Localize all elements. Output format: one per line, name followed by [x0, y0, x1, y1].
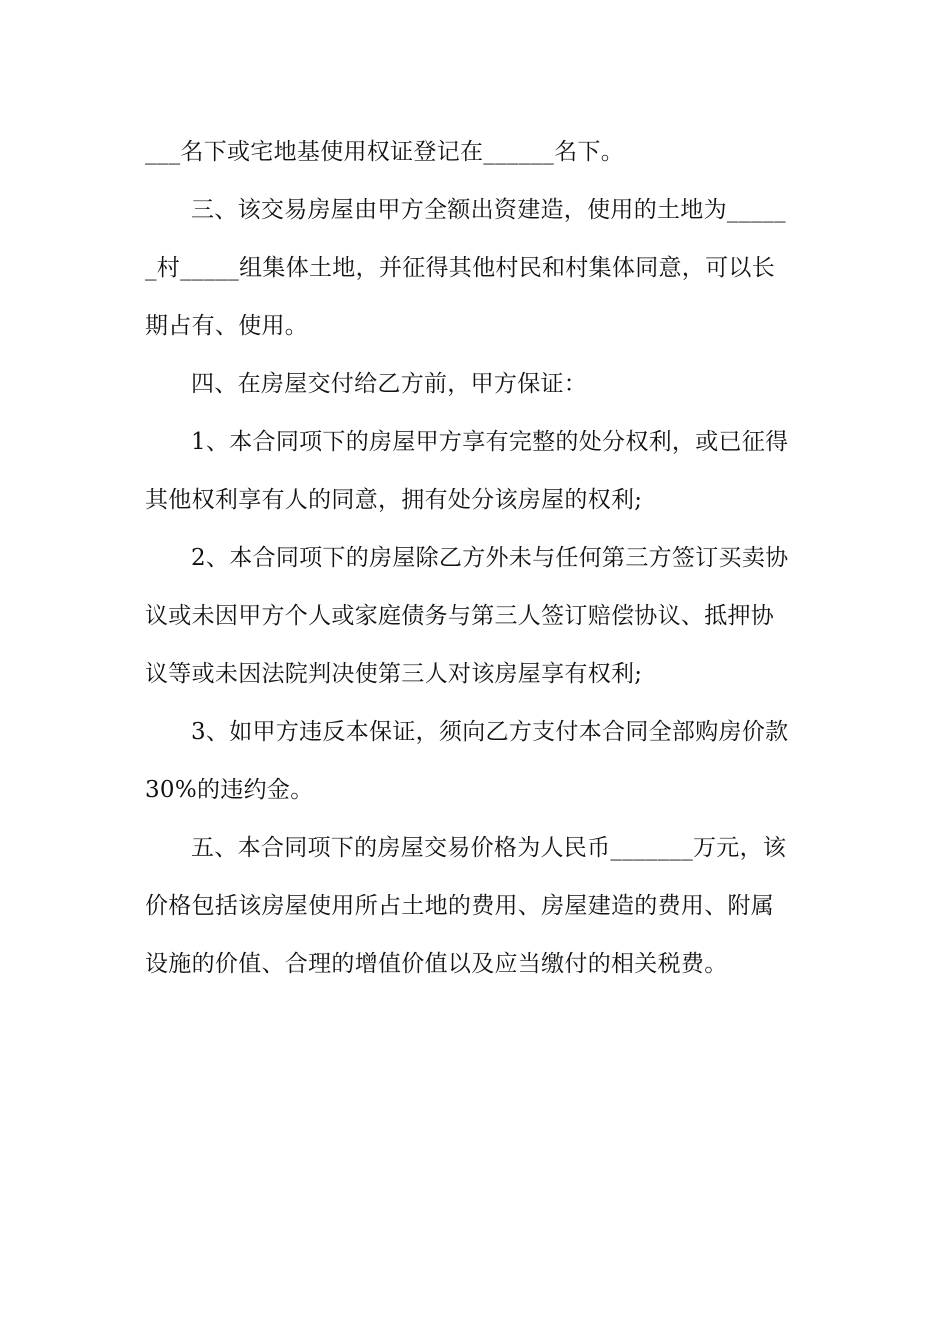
- text-line-9: 议或未因甲方个人或家庭债务与第三人签订赔偿协议、抵押协: [145, 603, 775, 629]
- text-line-12: 30%的违约金。: [145, 777, 314, 803]
- text-line-14: 价格包括该房屋使用所占土地的费用、房屋建造的费用、附属: [145, 893, 775, 919]
- text-line-11: 3、如甲方违反本保证，须向乙方支付本合同全部购房价款: [191, 719, 789, 745]
- text-line-8: 2、本合同项下的房屋除乙方外未与任何第三方签订买卖协: [191, 545, 789, 571]
- text-line-4: 期占有、使用。: [145, 313, 309, 339]
- text-line-2: 三、该交易房屋由甲方全额出资建造，使用的土地为_____: [191, 197, 786, 223]
- text-line-13: 五、本合同项下的房屋交易价格为人民币_______万元，该: [191, 835, 787, 861]
- text-line-3: _村_____组集体土地，并征得其他村民和村集体同意，可以长: [145, 255, 775, 281]
- text-line-6: 1、本合同项下的房屋甲方享有完整的处分权利，或已征得: [191, 429, 789, 455]
- contract-text: [145, 128, 810, 998]
- text-line-10: 议等或未因法院判决使第三人对该房屋享有权利;: [145, 661, 643, 687]
- text-line-7: 其他权利享有人的同意，拥有处分该房屋的权利;: [145, 487, 643, 513]
- text-line-15: 设施的价值、合理的增值价值以及应当缴付的相关税费。: [145, 951, 728, 977]
- text-line-1: ___名下或宅地基使用权证登记在______名下。: [145, 139, 624, 165]
- text-line-5: 四、在房屋交付给乙方前，甲方保证：: [191, 371, 588, 397]
